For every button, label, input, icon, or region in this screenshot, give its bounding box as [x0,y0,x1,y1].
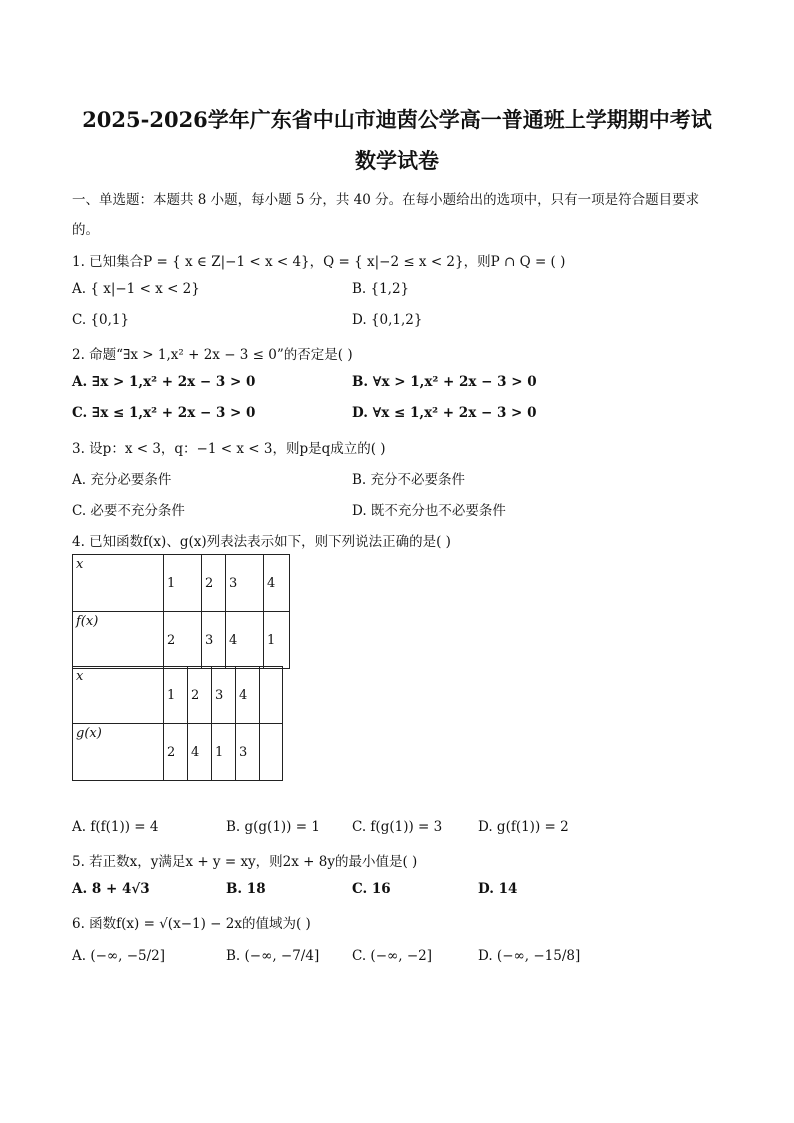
table-cell: 4 [226,612,264,669]
table-row-label: x [73,667,164,724]
table-cell-empty [260,724,283,781]
table-cell: 2 [188,667,212,724]
table-row-label: x [73,555,164,612]
question-4-option-b: B. g(g(1)) = 1 [226,819,320,835]
table-cell: 2 [164,612,202,669]
question-2-option-b: B. ∀x > 1,x² + 2x − 3 > 0 [352,374,537,390]
section-heading-cont: 的。 [72,222,99,238]
question-2-stem: 2. 命题“∃x > 1,x² + 2x − 3 ≤ 0”的否定是( ) [72,347,353,363]
table-cell: 3 [202,612,226,669]
title-line-2: 数学试卷 [355,148,439,173]
function-value-table [72,554,290,669]
table-cell: 3 [212,667,236,724]
question-2-option-d: D. ∀x ≤ 1,x² + 2x − 3 > 0 [352,405,537,421]
table-row [73,667,283,724]
table-cell: 1 [264,612,290,669]
question-3-stem: 3. 设p：x < 3，q：−1 < x < 3，则p是q成立的( ) [72,441,386,457]
question-6-option-c: C. (−∞, −2] [352,948,433,964]
question-6-option-d: D. (−∞, −15/8] [478,948,581,964]
question-2-option-a: A. ∃x > 1,x² + 2x − 3 > 0 [72,374,256,390]
question-1-option-a: A. { x|−1 < x < 2} [72,281,200,297]
table-row-label: f(x) [73,612,164,669]
table-row-label: g(x) [73,724,164,781]
table-row [73,724,283,781]
question-3-option-b: B. 充分不必要条件 [352,472,466,488]
table-cell: 3 [236,724,260,781]
question-5-option-c: C. 16 [352,881,391,897]
table-cell: 4 [188,724,212,781]
question-5-option-d: D. 14 [478,881,518,897]
question-5-option-a: A. 8 + 4√3 [72,881,150,897]
table-cell: 2 [202,555,226,612]
table-row [73,612,290,669]
table-cell: 1 [164,555,202,612]
table-cell-empty [260,667,283,724]
question-4-option-a: A. f(f(1)) = 4 [72,819,159,835]
question-4-stem: 4. 已知函数f(x)、g(x)列表法表示如下，则下列说法正确的是( ) [72,534,451,550]
question-5-option-b: B. 18 [226,881,266,897]
table-cell: 1 [212,724,236,781]
question-6-stem: 6. 函数f(x) = √(x−1) − 2x的值域为( ) [72,916,311,932]
question-1-option-b: B. {1,2} [352,281,410,297]
question-1-option-d: D. {0,1,2} [352,312,423,328]
table-cell: 2 [164,724,188,781]
question-5-stem: 5. 若正数x，y满足x + y = xy，则2x + 8y的最小值是( ) [72,854,418,870]
question-3-option-a: A. 充分必要条件 [72,472,172,488]
question-2-option-c: C. ∃x ≤ 1,x² + 2x − 3 > 0 [72,405,256,421]
question-1-stem: 1. 已知集合P = { x ∈ Z|−1 < x < 4}，Q = { x|−2 ≤ x < 2}，则P ∩ Q = ( ) [72,254,566,270]
function-value-table-g [72,666,283,781]
table-cell: 4 [236,667,260,724]
question-1-option-c: C. {0,1} [72,312,130,328]
question-4-option-c: C. f(g(1)) = 3 [352,819,443,835]
table-row [73,555,290,612]
question-6-option-b: B. (−∞, −7/4] [226,948,320,964]
title-line-1: 2025-2026学年广东省中山市迪茵公学高一普通班上学期期中考试 [82,107,712,132]
table-cell: 4 [264,555,290,612]
question-4-option-d: D. g(f(1)) = 2 [478,819,569,835]
question-3-option-c: C. 必要不充分条件 [72,503,185,519]
table-cell: 3 [226,555,264,612]
table-cell: 1 [164,667,188,724]
question-3-option-d: D. 既不充分也不必要条件 [352,503,506,519]
section-heading: 一、单选题：本题共 8 小题，每小题 5 分，共 40 分。在每小题给出的选项中，只有一项是符合题目要求 [72,192,700,208]
question-6-option-a: A. (−∞, −5/2] [72,948,166,964]
